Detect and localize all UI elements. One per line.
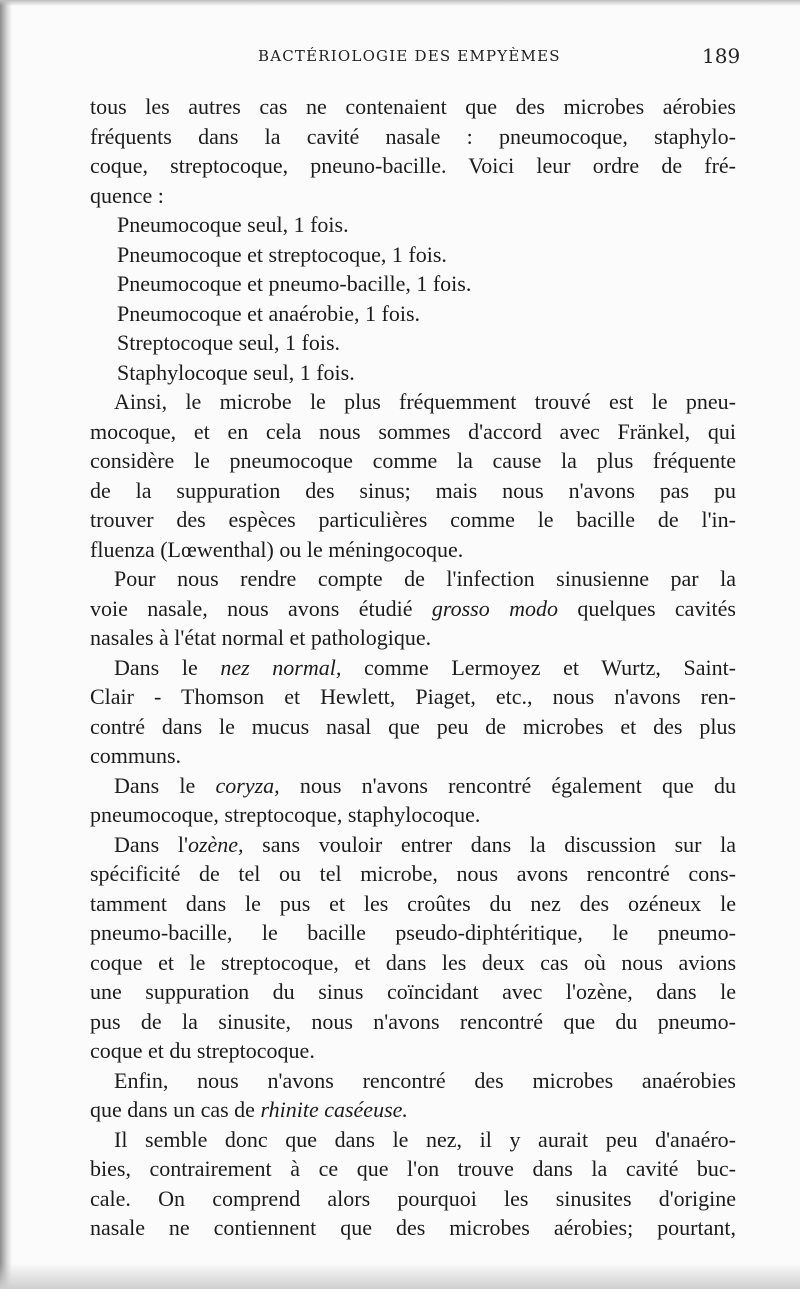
text-segment: Dans le (114, 772, 216, 798)
page-number: 189 (702, 44, 741, 68)
text-segment: nous n'avons rencontré également que du (279, 772, 736, 798)
text-segment: quelques cavités (557, 595, 736, 621)
text-line: Enfin, nous n'avons rencontré des microbes anaérobies (114, 1067, 736, 1093)
text-line: tamment dans le pus et les croûtes du nez des ozéneux le (90, 890, 736, 916)
text-line: mocoque, et en cela nous sommes d'accord avec Fränkel, qui (90, 418, 736, 444)
text-segment: sans vouloir entrer dans la discussion sur la (243, 831, 736, 857)
text-line: cale. On comprend alors pourquoi les sinusites d'origine (90, 1185, 736, 1211)
text-line: fréquents dans la cavité nasale : pneumocoque, staphylo- (90, 123, 736, 149)
text-line: trouver des espèces particulières comme le bacille de l'in- (90, 507, 736, 532)
text-line: coque et du streptocoque. (90, 1038, 315, 1063)
text-line: bies, contrairement à ce que l'on trouve dans la cavité buc- (90, 1156, 736, 1181)
scan-shadow-left (0, 0, 12, 1289)
text-line: considère le pneumocoque comme la cause la plus fréquente (90, 448, 736, 473)
text-line: pus de la sinusite, nous n'avons rencontré que du pneumo- (90, 1008, 736, 1034)
text-line: quence : (90, 182, 164, 208)
italic-term: grosso modo (431, 595, 558, 621)
text-segment: voie nasale, nous avons étudié (90, 595, 432, 621)
text-line: contré dans le mucus nasal que peu de microbes et des plus (90, 713, 736, 739)
list-item: Pneumocoque et streptocoque, 1 fois. (117, 241, 447, 267)
text-line: Ainsi, le microbe le plus fréquemment trouvé est le pneu- (114, 389, 736, 414)
text-line: nasale ne contiennent que des microbes aérobies; pourtant, (90, 1215, 736, 1240)
italic-term: rhinite caséeuse. (260, 1097, 408, 1122)
text-segment: que dans un cas de (90, 1097, 261, 1122)
text-line: coque, streptocoque, pneuno-bacille. Voici leur ordre de fré- (90, 153, 736, 178)
text-line: fluenza (Lœwenthal) ou le méningocoque. (90, 536, 464, 562)
text-line (90, 1095, 736, 1125)
italic-term: nez normal, (220, 654, 342, 680)
list-item: Pneumocoque et anaérobie, 1 fois. (117, 300, 421, 326)
italic-term: ozène, (187, 831, 244, 857)
text-line: spécificité de tel ou tel microbe, nous avons rencontré cons- (90, 861, 736, 886)
list-item: Streptocoque seul, 1 fois. (117, 330, 341, 355)
text-line: nasales à l'état normal et pathologique. (90, 625, 432, 650)
list-item: Staphylocoque seul, 1 fois. (117, 359, 355, 385)
running-head: BACTÉRIOLOGIE DES EMPYÈMES (258, 47, 561, 65)
text-line (90, 594, 736, 624)
body-text (90, 92, 736, 1243)
text-line (90, 771, 736, 801)
text-line: tous les autres cas ne contenaient que des microbes aérobies (90, 94, 736, 119)
text-line: coque et le streptocoque, et dans les deux cas où nous avions (90, 949, 736, 975)
text-line: Clair - Thomson et Hewlett, Piaget, etc., nous n'avons ren- (90, 684, 736, 709)
text-line: de la suppuration des sinus; mais nous n'avons pas pu (90, 477, 736, 503)
text-segment: comme Lermoyez et Wurtz, Saint- (341, 654, 736, 680)
text-segment: Dans le (114, 654, 221, 680)
list-item: Pneumocoque seul, 1 fois. (117, 212, 349, 237)
text-line: pneumo-bacille, le bacille pseudo-diphtéritique, le pneumo- (90, 920, 736, 945)
text-line: Pour nous rendre compte de l'infection sinusienne par la (114, 566, 736, 591)
italic-term: coryza, (215, 772, 280, 798)
text-line: Il semble donc que dans le nez, il y aurait peu d'anaéro- (114, 1126, 736, 1152)
text-line (90, 653, 736, 683)
text-line: pneumocoque, streptocoque, staphylocoque. (90, 802, 481, 827)
text-line (90, 830, 736, 860)
text-line: une suppuration du sinus coïncidant avec l'ozène, dans le (90, 979, 736, 1004)
list-item: Pneumocoque et pneumo-bacille, 1 fois. (117, 271, 472, 296)
text-segment: Dans l' (114, 831, 188, 857)
scan-shadow-top (0, 0, 800, 6)
text-line: communs. (90, 743, 182, 768)
scan-shadow-bottom (0, 1263, 800, 1289)
